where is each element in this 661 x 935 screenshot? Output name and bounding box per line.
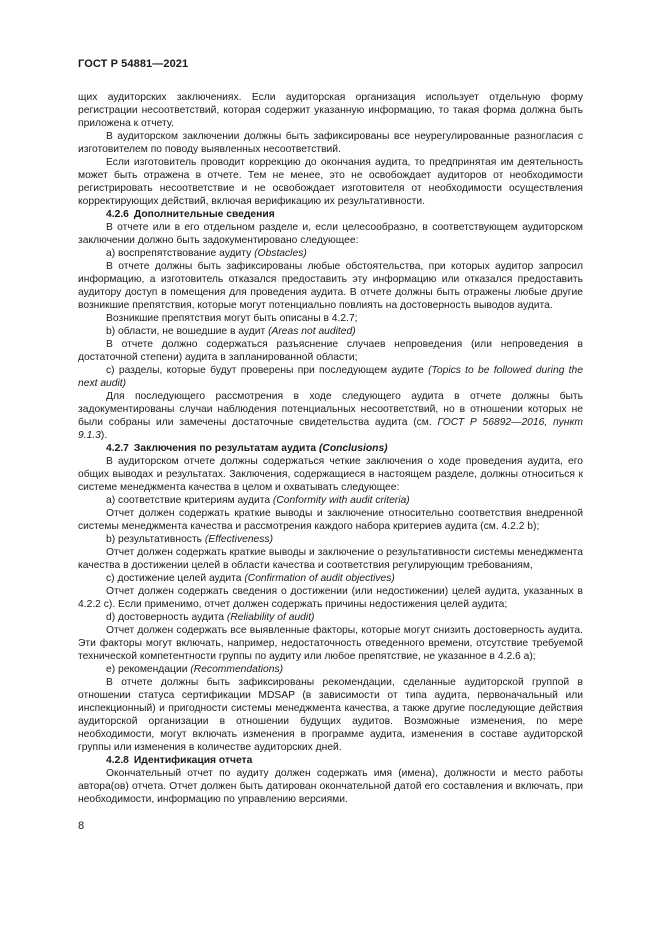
paragraph: щих аудиторских заключениях. Если аудиторская организация использует отдельную форму регистрации несоответствий, которая содержит указанную информацию, то такая форма должна быть приложена к отчету. — [78, 92, 583, 129]
list-item: с) достижение целей аудита (Confirmation of audit objectives) — [106, 573, 395, 584]
paragraph: Если изготовитель проводит коррекцию до окончания аудита, то предпринятая им деятельность может быть отражена в отчете. Тем не менее, это не освобождает аудиторов от необходимости регистрировать несоответствие и не освобождает изготовителя от необходимости осуществления корректирующих действий, включая верификацию их результативности. — [78, 157, 583, 207]
section-title: Идентификация отчета — [133, 755, 253, 766]
list-item: е) рекомендации (Recommendations) — [106, 664, 284, 675]
paragraph: В отчете должны быть зафиксированы рекомендации, сделанные аудиторской группой в отношении статуса сертификации MDSAP (в зависимости от типа аудита, первоначальный или инспекционный) и пригодности системы менеджмента качества, а также другие последующие действия аудиторской организации в отношении будущих аудитов. Возможные изменения, по мере необходимости, могут включать изменения в программе аудита, изменения в составе аудиторской группы или изменения в количестве аудиторских дней. — [78, 677, 583, 753]
list-item: b) области, не вошедшие в аудит (Areas not audited) — [106, 326, 356, 337]
paragraph: В отчете должно содержаться разъяснение случаев непроведения (или непроведения в достаточной степени) аудита в запланированной области; — [78, 339, 583, 363]
paragraph: Возникшие препятствия могут быть описаны в 4.2.7; — [106, 313, 358, 324]
page-number: 8 — [78, 820, 85, 832]
list-item: d) достоверность аудита (Reliability of audit) — [106, 612, 315, 623]
paragraph: Отчет должен содержать краткие выводы и заключение о результативности системы менеджмента качества в достижении целей в области качества и соответствия регулирующим требованиям, — [78, 547, 583, 571]
section-title: Заключения по результатам аудита — [133, 443, 317, 454]
paragraph: Для последующего рассмотрения в ходе следующего аудита в отчете должны быть задокументированы случаи наблюдения потенциальных несоответствий, но в отношении которых не были собраны или замечены достаточные свидетельства аудита (см. ГОСТ Р 56892—2016, пункт 9.1.3). — [78, 391, 583, 441]
list-item: а) воспрепятствование аудиту (Obstacles) — [106, 248, 307, 259]
paragraph: В аудиторском заключении должны быть зафиксированы все неурегулированные разногласия с изготовителем по поводу выявленных несоответствий. — [78, 131, 583, 155]
paragraph: В отчете должны быть зафиксированы любые обстоятельства, при которых аудитор запросил информацию, а изготовитель отказался предоставить эту информацию или отказался предоставить аудитору доступ в помещения для проведения аудита. В отчете должны быть отражены любые другие возникшие препятствия, которые могут потенциально повлиять на достоверность выводов аудита. — [78, 261, 583, 311]
list-item: а) соответствие критериям аудита (Conformity with audit criteria) — [106, 495, 410, 506]
section-heading — [78, 754, 583, 767]
document-header: ГОСТ Р 54881—2021 — [78, 58, 189, 70]
paragraph: В аудиторском отчете должны содержаться четкие заключения о ходе проведения аудита, его общих выводах и результатах. Заключения, содержащиеся в настоящем разделе, должны относиться к системе менеджмента качества в целом и охватывать следующее: — [78, 456, 583, 493]
list-item: b) результативность (Effectiveness) — [106, 534, 274, 545]
paragraph: Отчет должен содержать все выявленные факторы, которые могут снизить достоверность аудита. Эти факторы могут включать, например, недостаточность отведенного времени, отсутствие требуемой технической компетентности группы по аудиту или любое препятствие, не указанное в 4.2.6 а); — [78, 625, 583, 662]
section-heading — [78, 208, 583, 221]
document-body — [78, 91, 583, 806]
paragraph: В отчете или в его отдельном разделе и, если целесообразно, в соответствующем аудиторском заключении должно быть задокументировано следующее: — [78, 222, 583, 246]
paragraph: Отчет должен содержать сведения о достижении (или недостижении) целей аудита, указанных в 4.2.2 с). Если применимо, отчет должен содержать причины недостижения целей аудита; — [78, 586, 583, 610]
section-number: 4.2.6 — [106, 209, 129, 220]
section-heading: 4.2.7 Заключения по результатам аудита (Conclusions) — [106, 443, 388, 454]
reference: ГОСТ Р 56892—2016, пункт 9.1.3 — [78, 417, 583, 441]
paragraph: Окончательный отчет по аудиту должен содержать имя (имена), должности и место работы автора(ов) отчета. Отчет должен быть датирован окончательной датой его составления и включать, при необходимости, информацию по управлению версиями. — [78, 768, 583, 805]
section-number: 4.2.8 — [106, 755, 129, 766]
paragraph: Отчет должен содержать краткие выводы и заключение относительно соответствия внедренной системы менеджмента качества и рассмотрения каждого набора критериев аудита (см. 4.2.2 b); — [78, 508, 583, 532]
section-number: 4.2.7 — [106, 443, 129, 454]
list-item: с) разделы, которые будут проверены при последующем аудите (Topics to be followed during the next audit) — [78, 365, 583, 389]
section-title: Дополнительные сведения — [133, 209, 275, 220]
